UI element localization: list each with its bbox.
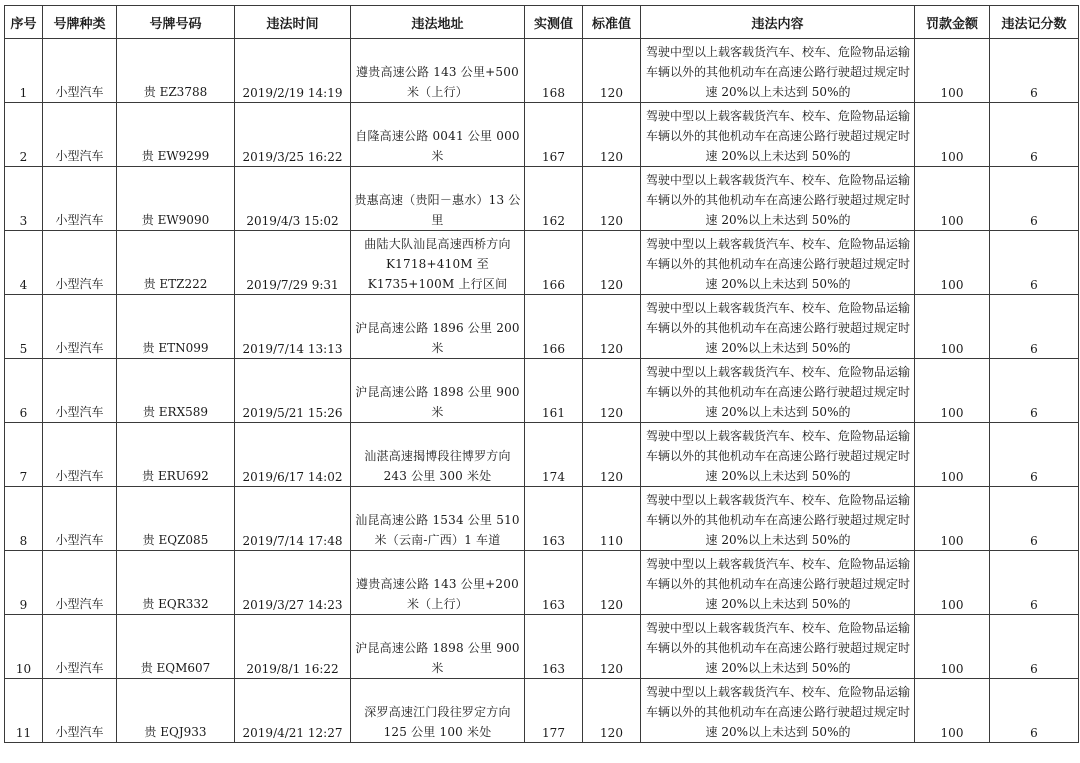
penalty-points-cell: 6 (990, 167, 1079, 231)
serial-number-cell: 4 (5, 231, 43, 295)
fine-amount-cell: 100 (915, 679, 990, 743)
header-fine-amount: 罚款金额 (915, 6, 990, 39)
violation-address-cell: 遵贵高速公路 143 公里+200 米（上行） (351, 551, 525, 615)
table-row (5, 103, 1079, 167)
violation-address-cell: 曲陆大队汕昆高速西桥方向 K1718+410M 至 K1735+100M 上行区间 (351, 231, 525, 295)
plate-number-cell: 贵 EQZ085 (117, 487, 235, 551)
violation-content-cell: 驾驶中型以上载客载货汽车、校车、危险物品运输车辆以外的其他机动车在高速公路行驶超过规定时速 20%以上未达到 50%的 (641, 39, 915, 103)
violation-content-cell: 驾驶中型以上载客载货汽车、校车、危险物品运输车辆以外的其他机动车在高速公路行驶超过规定时速 20%以上未达到 50%的 (641, 103, 915, 167)
serial-number-cell: 6 (5, 359, 43, 423)
fine-amount-cell: 100 (915, 551, 990, 615)
table-header (5, 6, 1079, 39)
violation-time-cell: 2019/7/29 9:31 (235, 231, 351, 295)
serial-number-cell: 11 (5, 679, 43, 743)
standard-value-cell: 120 (583, 359, 641, 423)
table-row (5, 615, 1079, 679)
standard-value-cell: 110 (583, 487, 641, 551)
fine-amount-cell: 100 (915, 103, 990, 167)
violation-content-cell: 驾驶中型以上载客载货汽车、校车、危险物品运输车辆以外的其他机动车在高速公路行驶超过规定时速 20%以上未达到 50%的 (641, 295, 915, 359)
violation-time-cell: 2019/5/21 15:26 (235, 359, 351, 423)
violation-time-cell: 2019/8/1 16:22 (235, 615, 351, 679)
measured-value-cell: 177 (525, 679, 583, 743)
table-body (5, 39, 1079, 743)
header-standard-value: 标准值 (583, 6, 641, 39)
header-violation-address: 违法地址 (351, 6, 525, 39)
measured-value-cell: 163 (525, 615, 583, 679)
fine-amount-cell: 100 (915, 487, 990, 551)
violation-address-cell: 汕湛高速揭博段往博罗方向 243 公里 300 米处 (351, 423, 525, 487)
violation-time-cell: 2019/3/27 14:23 (235, 551, 351, 615)
plate-type-cell: 小型汽车 (43, 679, 117, 743)
table-row (5, 295, 1079, 359)
violation-address-cell: 遵贵高速公路 143 公里+500 米（上行） (351, 39, 525, 103)
violation-content-cell: 驾驶中型以上载客载货汽车、校车、危险物品运输车辆以外的其他机动车在高速公路行驶超过规定时速 20%以上未达到 50%的 (641, 423, 915, 487)
plate-number-cell: 贵 EZ3788 (117, 39, 235, 103)
table-row (5, 359, 1079, 423)
measured-value-cell: 163 (525, 551, 583, 615)
violation-address-cell: 自隆高速公路 0041 公里 000 米 (351, 103, 525, 167)
fine-amount-cell: 100 (915, 359, 990, 423)
plate-number-cell: 贵 EW9299 (117, 103, 235, 167)
serial-number-cell: 5 (5, 295, 43, 359)
violation-content-cell: 驾驶中型以上载客载货汽车、校车、危险物品运输车辆以外的其他机动车在高速公路行驶超过规定时速 20%以上未达到 50%的 (641, 359, 915, 423)
serial-number-cell: 9 (5, 551, 43, 615)
penalty-points-cell: 6 (990, 487, 1079, 551)
plate-type-cell: 小型汽车 (43, 167, 117, 231)
violation-address-cell: 汕昆高速公路 1534 公里 510 米（云南-广西）1 车道 (351, 487, 525, 551)
plate-type-cell: 小型汽车 (43, 615, 117, 679)
standard-value-cell: 120 (583, 103, 641, 167)
penalty-points-cell: 6 (990, 295, 1079, 359)
plate-type-cell: 小型汽车 (43, 487, 117, 551)
plate-type-cell: 小型汽车 (43, 359, 117, 423)
fine-amount-cell: 100 (915, 423, 990, 487)
table-row (5, 679, 1079, 743)
violation-address-cell: 沪昆高速公路 1896 公里 200 米 (351, 295, 525, 359)
violation-time-cell: 2019/2/19 14:19 (235, 39, 351, 103)
violation-content-cell: 驾驶中型以上载客载货汽车、校车、危险物品运输车辆以外的其他机动车在高速公路行驶超过规定时速 20%以上未达到 50%的 (641, 679, 915, 743)
violation-time-cell: 2019/4/21 12:27 (235, 679, 351, 743)
fine-amount-cell: 100 (915, 615, 990, 679)
plate-type-cell: 小型汽车 (43, 295, 117, 359)
plate-type-cell: 小型汽车 (43, 231, 117, 295)
plate-number-cell: 贵 EW9090 (117, 167, 235, 231)
standard-value-cell: 120 (583, 615, 641, 679)
plate-number-cell: 贵 ERU692 (117, 423, 235, 487)
plate-type-cell: 小型汽车 (43, 423, 117, 487)
header-row (5, 6, 1079, 39)
violations-table (4, 5, 1079, 743)
penalty-points-cell: 6 (990, 679, 1079, 743)
violation-time-cell: 2019/6/17 14:02 (235, 423, 351, 487)
serial-number-cell: 8 (5, 487, 43, 551)
fine-amount-cell: 100 (915, 39, 990, 103)
header-penalty-points: 违法记分数 (990, 6, 1079, 39)
measured-value-cell: 162 (525, 167, 583, 231)
penalty-points-cell: 6 (990, 551, 1079, 615)
violation-time-cell: 2019/4/3 15:02 (235, 167, 351, 231)
standard-value-cell: 120 (583, 551, 641, 615)
plate-number-cell: 贵 ETZ222 (117, 231, 235, 295)
serial-number-cell: 10 (5, 615, 43, 679)
violation-content-cell: 驾驶中型以上载客载货汽车、校车、危险物品运输车辆以外的其他机动车在高速公路行驶超过规定时速 20%以上未达到 50%的 (641, 231, 915, 295)
header-serial-number: 序号 (5, 6, 43, 39)
measured-value-cell: 166 (525, 231, 583, 295)
plate-number-cell: 贵 ETN099 (117, 295, 235, 359)
standard-value-cell: 120 (583, 295, 641, 359)
table-row (5, 551, 1079, 615)
serial-number-cell: 3 (5, 167, 43, 231)
fine-amount-cell: 100 (915, 167, 990, 231)
table-row (5, 423, 1079, 487)
violation-address-cell: 贵惠高速（贵阳－惠水）13 公里 (351, 167, 525, 231)
measured-value-cell: 174 (525, 423, 583, 487)
violation-address-cell: 深罗高速江门段往罗定方向 125 公里 100 米处 (351, 679, 525, 743)
header-violation-time: 违法时间 (235, 6, 351, 39)
fine-amount-cell: 100 (915, 231, 990, 295)
serial-number-cell: 1 (5, 39, 43, 103)
violation-time-cell: 2019/7/14 17:48 (235, 487, 351, 551)
standard-value-cell: 120 (583, 679, 641, 743)
penalty-points-cell: 6 (990, 615, 1079, 679)
table-row (5, 231, 1079, 295)
serial-number-cell: 2 (5, 103, 43, 167)
measured-value-cell: 161 (525, 359, 583, 423)
header-violation-content: 违法内容 (641, 6, 915, 39)
violation-content-cell: 驾驶中型以上载客载货汽车、校车、危险物品运输车辆以外的其他机动车在高速公路行驶超过规定时速 20%以上未达到 50%的 (641, 615, 915, 679)
penalty-points-cell: 6 (990, 103, 1079, 167)
violation-address-cell: 沪昆高速公路 1898 公里 900 米 (351, 615, 525, 679)
violation-content-cell: 驾驶中型以上载客载货汽车、校车、危险物品运输车辆以外的其他机动车在高速公路行驶超过规定时速 20%以上未达到 50%的 (641, 487, 915, 551)
plate-type-cell: 小型汽车 (43, 551, 117, 615)
table-row (5, 167, 1079, 231)
table-row (5, 487, 1079, 551)
violation-time-cell: 2019/3/25 16:22 (235, 103, 351, 167)
header-plate-type: 号牌种类 (43, 6, 117, 39)
violation-address-cell: 沪昆高速公路 1898 公里 900 米 (351, 359, 525, 423)
serial-number-cell: 7 (5, 423, 43, 487)
penalty-points-cell: 6 (990, 423, 1079, 487)
measured-value-cell: 167 (525, 103, 583, 167)
header-measured-value: 实测值 (525, 6, 583, 39)
standard-value-cell: 120 (583, 231, 641, 295)
plate-number-cell: 贵 EQM607 (117, 615, 235, 679)
plate-number-cell: 贵 EQR332 (117, 551, 235, 615)
plate-type-cell: 小型汽车 (43, 39, 117, 103)
header-plate-number: 号牌号码 (117, 6, 235, 39)
standard-value-cell: 120 (583, 167, 641, 231)
measured-value-cell: 166 (525, 295, 583, 359)
standard-value-cell: 120 (583, 39, 641, 103)
violation-content-cell: 驾驶中型以上载客载货汽车、校车、危险物品运输车辆以外的其他机动车在高速公路行驶超过规定时速 20%以上未达到 50%的 (641, 551, 915, 615)
measured-value-cell: 168 (525, 39, 583, 103)
violation-time-cell: 2019/7/14 13:13 (235, 295, 351, 359)
plate-number-cell: 贵 ERX589 (117, 359, 235, 423)
standard-value-cell: 120 (583, 423, 641, 487)
table-row (5, 39, 1079, 103)
penalty-points-cell: 6 (990, 359, 1079, 423)
plate-number-cell: 贵 EQJ933 (117, 679, 235, 743)
penalty-points-cell: 6 (990, 39, 1079, 103)
violation-content-cell: 驾驶中型以上载客载货汽车、校车、危险物品运输车辆以外的其他机动车在高速公路行驶超过规定时速 20%以上未达到 50%的 (641, 167, 915, 231)
penalty-points-cell: 6 (990, 231, 1079, 295)
plate-type-cell: 小型汽车 (43, 103, 117, 167)
measured-value-cell: 163 (525, 487, 583, 551)
fine-amount-cell: 100 (915, 295, 990, 359)
